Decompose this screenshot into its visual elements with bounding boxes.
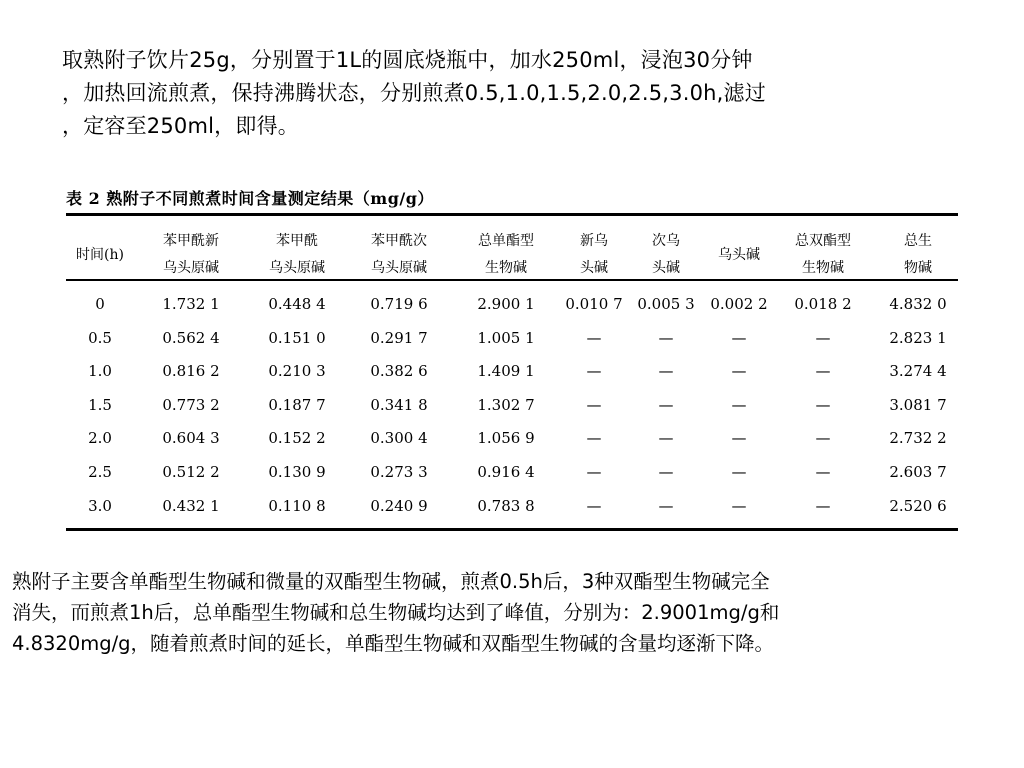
time-cell: 2.0: [88, 429, 112, 448]
value-cell: 1.056 9: [477, 429, 535, 448]
value-cell: 0.562 4: [162, 328, 220, 347]
table-row: [66, 295, 958, 329]
value-cell: —: [658, 362, 674, 381]
column-header-line: 苯甲酰新: [163, 233, 219, 249]
results-table: [66, 186, 958, 532]
value-cell: 3.274 4: [889, 362, 947, 381]
value-cell: —: [586, 496, 602, 515]
intro-line: ，加热回流煎煮，保持沸腾状态，分别煎煮0.5,1.0,1.5,2.0,2.5,3.0h,滤过: [62, 81, 766, 105]
value-cell: —: [731, 496, 747, 515]
value-cell: 0.382 6: [370, 362, 428, 381]
column-header-line: 时间(h): [76, 247, 124, 263]
intro-line: 取熟附子饮片25g，分别置于1L的圆底烧瓶中，加水250ml，浸泡30分钟: [62, 48, 753, 72]
value-cell: 0.151 0: [268, 328, 326, 347]
column-header-line: 次乌: [652, 233, 680, 249]
column-header-line: 乌头原碱: [371, 260, 427, 276]
value-cell: 0.341 8: [370, 395, 428, 414]
summary-line: 熟附子主要含单酯型生物碱和微量的双酯型生物碱，煎煮0.5h后，3种双酯型生物碱完全: [12, 570, 770, 593]
value-cell: —: [731, 362, 747, 381]
value-cell: 4.832 0: [889, 295, 947, 313]
value-cell: —: [815, 362, 831, 381]
column-header: [795, 228, 851, 282]
intro-line: ，定容至250ml，即得。: [62, 114, 299, 138]
value-cell: 0.130 9: [268, 462, 326, 481]
summary-line: 消失，而煎煮1h后，总单酯型生物碱和总生物碱均达到了峰值，分别为：2.9001mg/g和: [12, 601, 780, 624]
value-cell: 0.110 8: [268, 496, 326, 515]
value-cell: 0.916 4: [477, 462, 535, 481]
column-header-line: 新乌: [580, 233, 608, 249]
value-cell: 0.291 7: [370, 328, 428, 347]
intro-paragraph: [62, 44, 962, 143]
column-header: [652, 228, 680, 282]
value-cell: 0.152 2: [268, 429, 326, 448]
column-header-line: 乌头原碱: [163, 260, 219, 276]
value-cell: 0.300 4: [370, 429, 428, 448]
value-cell: 2.732 2: [889, 429, 947, 448]
column-header-line: 苯甲酰: [276, 233, 318, 249]
value-cell: 0.273 3: [370, 462, 428, 481]
column-header-line: 生物碱: [485, 260, 527, 276]
value-cell: —: [731, 395, 747, 414]
value-cell: 0.816 2: [162, 362, 220, 381]
value-cell: 3.081 7: [889, 395, 947, 414]
table-row: [66, 429, 958, 463]
value-cell: —: [731, 429, 747, 448]
table-row: [66, 329, 958, 363]
value-cell: 0.432 1: [162, 496, 220, 515]
value-cell: —: [658, 328, 674, 347]
value-cell: 0.010 7: [565, 295, 623, 313]
value-cell: —: [815, 496, 831, 515]
value-cell: 0.240 9: [370, 496, 428, 515]
value-cell: 0.719 6: [370, 295, 428, 313]
value-cell: 0.512 2: [162, 462, 220, 481]
column-header-line: 头碱: [580, 260, 608, 276]
table-top-rule: [66, 213, 958, 216]
value-cell: 2.823 1: [889, 328, 947, 347]
value-cell: 0.783 8: [477, 496, 535, 515]
value-cell: —: [731, 462, 747, 481]
value-cell: —: [658, 395, 674, 414]
value-cell: 1.302 7: [477, 395, 535, 414]
value-cell: —: [658, 462, 674, 481]
table-row: [66, 497, 958, 531]
summary-line: 4.8320mg/g，随着煎煮时间的延长，单酯型生物碱和双酯型生物碱的含量均逐渐下降。: [12, 632, 775, 655]
value-cell: 1.732 1: [162, 295, 220, 313]
table-row: [66, 362, 958, 396]
value-cell: 2.603 7: [889, 462, 947, 481]
value-cell: —: [815, 462, 831, 481]
value-cell: 1.005 1: [477, 328, 535, 347]
column-header-line: 总单酯型: [478, 233, 534, 249]
value-cell: 2.520 6: [889, 496, 947, 515]
value-cell: —: [658, 429, 674, 448]
value-cell: 0.002 2: [710, 295, 768, 313]
column-header: [163, 228, 219, 282]
value-cell: —: [815, 328, 831, 347]
value-cell: 0.005 3: [637, 295, 695, 313]
value-cell: 0.018 2: [794, 295, 852, 313]
column-header-line: 乌头原碱: [269, 260, 325, 276]
value-cell: —: [815, 395, 831, 414]
column-header-line: 生物碱: [802, 260, 844, 276]
time-cell: 1.5: [88, 395, 112, 414]
column-header-line: 物碱: [904, 260, 932, 276]
column-header: [269, 228, 325, 282]
table-caption: 表 2 熟附子不同煎煮时间含量测定结果（mg/g）: [66, 189, 434, 208]
value-cell: —: [586, 462, 602, 481]
table-row: [66, 463, 958, 497]
column-header: [371, 228, 427, 282]
value-cell: 2.900 1: [477, 295, 535, 313]
table-body: [66, 295, 958, 530]
value-cell: —: [586, 395, 602, 414]
summary-paragraph: [12, 566, 1012, 659]
column-header: [76, 242, 124, 269]
value-cell: —: [658, 496, 674, 515]
column-header-line: 总双酯型: [795, 233, 851, 249]
column-header: [904, 228, 932, 282]
column-header-line: 总生: [904, 233, 932, 249]
value-cell: 0.773 2: [162, 395, 220, 414]
time-cell: 0: [95, 295, 105, 313]
column-header-line: 苯甲酰次: [371, 233, 427, 249]
value-cell: 0.448 4: [268, 295, 326, 313]
value-cell: —: [586, 429, 602, 448]
column-header-line: 乌头碱: [718, 247, 760, 263]
time-cell: 0.5: [88, 328, 112, 347]
value-cell: 0.604 3: [162, 429, 220, 448]
column-header: [478, 228, 534, 282]
value-cell: —: [815, 429, 831, 448]
column-header-line: 头碱: [652, 260, 680, 276]
column-header: [580, 228, 608, 282]
table-row: [66, 396, 958, 430]
time-cell: 1.0: [88, 362, 112, 381]
value-cell: 1.409 1: [477, 362, 535, 381]
column-header: [718, 242, 760, 269]
value-cell: —: [586, 328, 602, 347]
value-cell: —: [586, 362, 602, 381]
time-cell: 3.0: [88, 496, 112, 515]
value-cell: 0.210 3: [268, 362, 326, 381]
value-cell: 0.187 7: [268, 395, 326, 414]
time-cell: 2.5: [88, 462, 112, 481]
value-cell: —: [731, 328, 747, 347]
